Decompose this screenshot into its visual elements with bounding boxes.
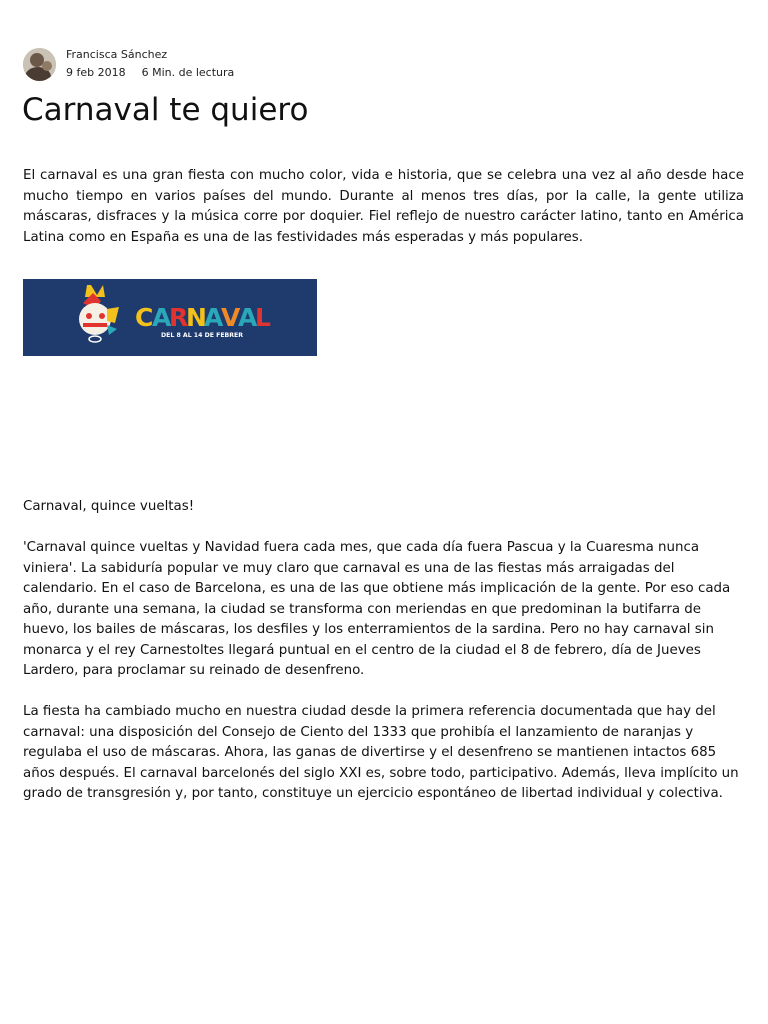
body-paragraph-3: La fiesta ha cambiado mucho en nuestra ciudad desde la primera referencia documentada que hay del carnaval: una disposición del Consejo de Ciento del 1333 que prohibía el lanzamiento de naranjas y regulaba el uso de máscaras. Ahora, las ganas de divertirse y el desenfreno se mantienen intactos 685 años después. El carnaval barcelonés del siglo XXI es, sobre todo, participativo. Además, lleva implícito un grado de transgresión y, por tanto, constituye un ejercicio espontáneo de libertad individual y colectiva.	[23, 704, 739, 801]
svg-text:A: A	[238, 303, 258, 332]
svg-text:A: A	[152, 303, 172, 332]
carnaval-banner-image	[23, 279, 317, 356]
svg-text:L: L	[255, 303, 271, 332]
svg-text:R: R	[169, 303, 189, 332]
read-time: 6 Min. de lectura	[141, 66, 235, 79]
svg-text:DEL 8 AL 14 DE FEBRER: DEL 8 AL 14 DE FEBRER	[161, 332, 244, 339]
body-paragraph-2: 'Carnaval quince vueltas y Navidad fuera cada mes, que cada día fuera Pascua y la Cuaresma nunca viniera'. La sabiduría popular ve muy claro que carnaval es una de las fiestas más arraigadas del calendario. En el caso de Barcelona, es una de las que obtiene más implicación de la gente. Por eso cada año, durante una semana, la ciudad se transforma con meriendas en que predominan la butifarra de huevo, los bailes de máscaras, los desfiles y los enterramientos de la sardina. Pero no hay carnaval sin monarca y el rey Carnestoltes llegará puntual en el centro de la ciudad el 8 de febrero, día de Jueves Lardero, para proclamar su reinado de desenfreno.	[23, 540, 731, 678]
section-subheading: Carnaval, quince vueltas!	[23, 499, 195, 514]
post-meta	[66, 66, 234, 80]
intro-paragraph: El carnaval es una gran fiesta con mucho color, vida e historia, que se celebra una vez al año desde hace mucho tiempo en varios países del mundo. Durante al menos tres días, por la calle, la gente utiliza máscaras, disfraces y la música corre por doquier. Fiel reflejo de nuestro carácter latino, tanto en América Latina como en España es una de las festividades más esperadas y más populares.	[23, 168, 744, 245]
post-date: 9 feb 2018	[66, 66, 126, 79]
svg-text:A: A	[204, 303, 224, 332]
post-title: Carnaval te quiero	[22, 92, 309, 128]
svg-text:V: V	[221, 303, 241, 332]
svg-text:C: C	[135, 303, 154, 332]
svg-text:N: N	[186, 303, 207, 332]
person-avatar-icon[interactable]	[23, 48, 56, 81]
author-name[interactable]: Francisca Sánchez	[66, 48, 168, 61]
author-block	[23, 47, 423, 81]
